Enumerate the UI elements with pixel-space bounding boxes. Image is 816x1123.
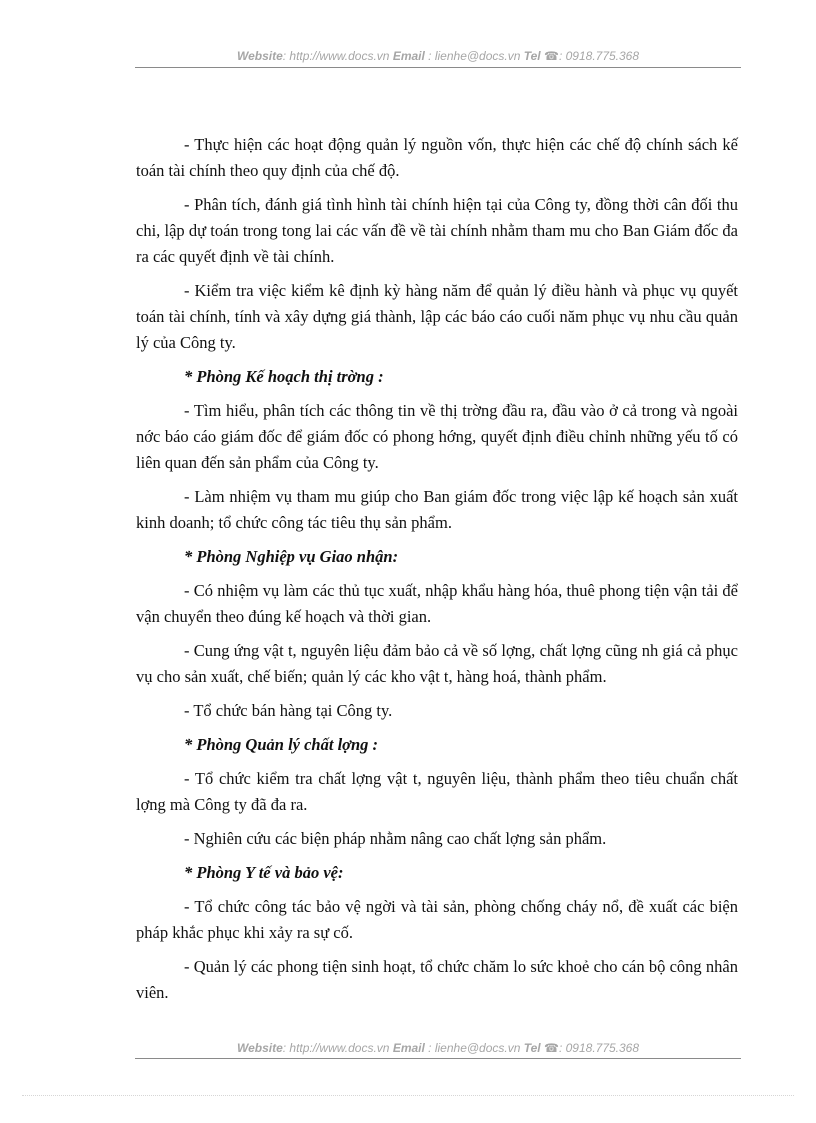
paragraph: - Kiểm tra việc kiểm kê định kỳ hàng năm để quản lý điều hành và phục vụ quyết toán tài chính, tính và xây dựng giá thành, lập các báo cáo cuối năm phục vụ nhu cầu quản lý của Công ty. (136, 281, 738, 352)
footer-website-link[interactable]: : http://www.docs.vn (282, 1041, 390, 1055)
phone-icon: ☎ (544, 1041, 559, 1055)
paragraph: - Có nhiệm vụ làm các thủ tục xuất, nhập khẩu hàng hóa, thuê phong tiện vận tải để vận chuyển theo đúng kế hoạch và thời gian. (136, 581, 738, 626)
paragraph: - Cung ứng vật t, nguyên liệu đảm bảo cả về số lợng, chất lợng cũng nh giá cả phục vụ cho sản xuất, chế biến; quản lý các kho vật t, hàng hoá, thành phẩm. (136, 641, 738, 686)
footer-email-label: Email (392, 1041, 425, 1055)
paragraph: - Quản lý các phong tiện sinh hoạt, tổ chức chăm lo sức khoẻ cho cán bộ công nhân viên. (136, 957, 738, 1002)
paragraph: - Thực hiện các hoạt động quản lý nguồn vốn, thực hiện các chế độ chính sách kế toán tài chính theo quy định của chế độ. (136, 135, 738, 180)
page-header (135, 49, 741, 63)
page-edge-dotted-line (22, 1095, 794, 1096)
footer-tel-label: Tel (523, 1041, 541, 1055)
section-heading: * Phòng Kế hoạch thị trờng : (184, 367, 384, 386)
footer-tel-value: : 0918.775.368 (558, 1041, 640, 1055)
header-tel-label: Tel (523, 49, 541, 63)
paragraph: - Tổ chức kiểm tra chất lợng vật t, nguyên liệu, thành phẩm theo tiêu chuẩn chất lợng mà Công ty đã đa ra. (136, 769, 738, 814)
paragraph: - Tổ chức bán hàng tại Công ty. (184, 701, 393, 720)
paragraph: - Phân tích, đánh giá tình hình tài chính hiện tại của Công ty, đồng thời cân đối thu chi, lập dự toán trong tong lai các vấn đề về tài chính nhằm tham mu cho Ban Giám đốc đa ra các quyết định về tài chính. (136, 195, 738, 266)
section-heading: * Phòng Y tế và bảo vệ: (184, 863, 344, 882)
section-heading: * Phòng Quản lý chất lợng : (184, 735, 379, 754)
phone-icon: ☎ (544, 49, 559, 63)
header-website-label: Website (236, 49, 283, 63)
footer-divider (135, 1058, 741, 1059)
paragraph: - Tìm hiểu, phân tích các thông tin về thị trờng đầu ra, đầu vào ở cả trong và ngoài nớc báo cáo giám đốc để giám đốc có phong hớng, quyết định điều chỉnh những yếu tố có liên quan đến sản phẩm của Công ty. (136, 401, 738, 472)
paragraph: - Nghiên cứu các biện pháp nhằm nâng cao chất lợng sản phẩm. (184, 829, 607, 848)
document-body (136, 132, 738, 1006)
header-website-link[interactable]: : http://www.docs.vn (282, 49, 390, 63)
header-email-link[interactable]: : lienhe@docs.vn (428, 49, 521, 63)
paragraph: - Làm nhiệm vụ tham mu giúp cho Ban giám đốc trong việc lập kế hoạch sản xuất kinh doanh; tổ chức công tác tiêu thụ sản phẩm. (136, 487, 738, 532)
section-heading: * Phòng Nghiệp vụ Giao nhận: (184, 547, 399, 566)
page-footer (135, 1041, 741, 1055)
paragraph: - Tổ chức công tác bảo vệ ngời và tài sản, phòng chống cháy nổ, đề xuất các biện pháp khắc phục khi xảy ra sự cố. (136, 897, 738, 942)
header-email-label: Email (392, 49, 425, 63)
footer-website-label: Website (236, 1041, 283, 1055)
header-tel-value: : 0918.775.368 (558, 49, 640, 63)
header-divider (135, 67, 741, 68)
footer-email-link[interactable]: : lienhe@docs.vn (428, 1041, 521, 1055)
